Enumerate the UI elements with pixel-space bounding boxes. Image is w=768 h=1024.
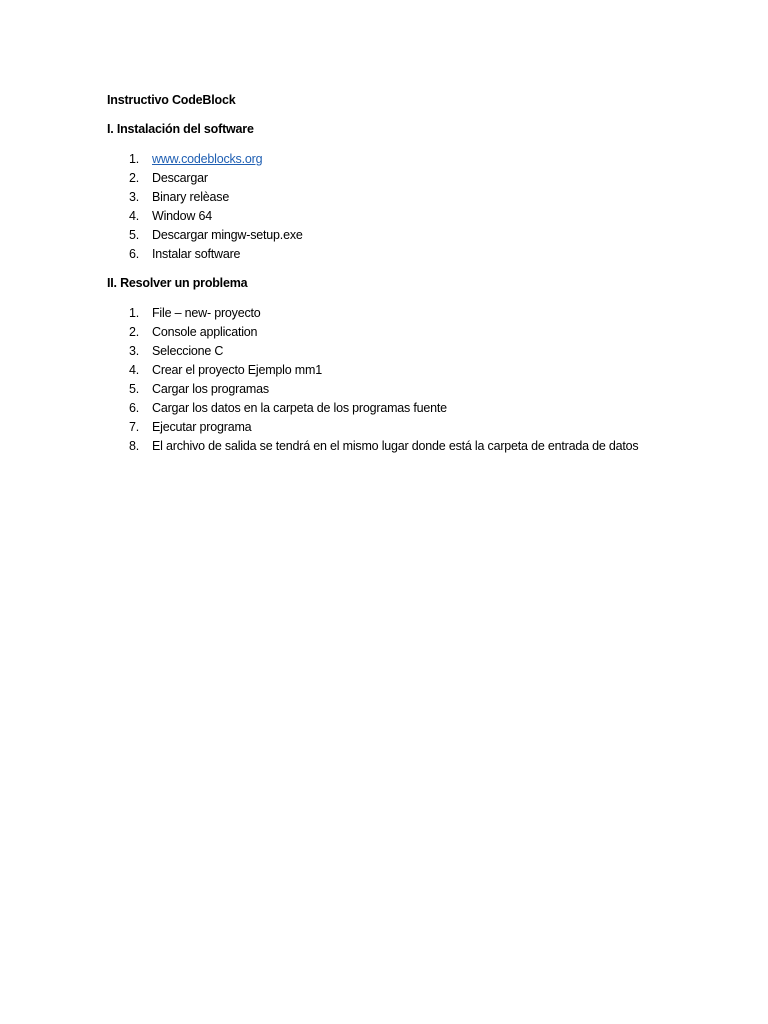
list-item	[107, 342, 727, 361]
list-item	[107, 437, 727, 456]
section-heading-installation: I. Instalación del software	[107, 122, 254, 136]
list-number: 3.	[129, 344, 140, 358]
problem-steps-list	[107, 304, 727, 456]
document-title: Instructivo CodeBlock	[107, 93, 236, 107]
list-item	[107, 150, 727, 169]
list-number: 6.	[129, 247, 140, 261]
list-item-text: Window 64	[152, 209, 213, 223]
list-number: 8.	[129, 439, 140, 453]
list-item-text: Cargar los programas	[152, 382, 269, 396]
list-item	[107, 207, 727, 226]
list-number: 2.	[129, 171, 140, 185]
list-item-text: Cargar los datos en la carpeta de los programas fuente	[152, 401, 447, 415]
list-item	[107, 418, 727, 437]
list-item-text: Console application	[152, 325, 258, 339]
list-number: 2.	[129, 325, 140, 339]
list-item	[107, 399, 727, 418]
list-number: 1.	[129, 152, 140, 166]
codeblocks-link[interactable]: www.codeblocks.org	[152, 152, 263, 166]
list-number: 4.	[129, 363, 140, 377]
list-item-text: Seleccione C	[152, 344, 224, 358]
list-item-text: Descargar mingw-setup.exe	[152, 228, 303, 242]
list-item-text: El archivo de salida se tendrá en el mismo lugar donde está la carpeta de entrada de datos	[152, 439, 639, 453]
installation-steps-list	[107, 150, 727, 264]
list-item-text: Binary relèase	[152, 190, 230, 204]
list-item	[107, 226, 727, 245]
list-item	[107, 304, 727, 323]
list-number: 4.	[129, 209, 140, 223]
list-number: 7.	[129, 420, 140, 434]
list-item-text: Instalar software	[152, 247, 241, 261]
list-item	[107, 361, 727, 380]
list-item-text: Crear el proyecto Ejemplo mm1	[152, 363, 322, 377]
list-number: 5.	[129, 228, 140, 242]
list-item-text: File – new- proyecto	[152, 306, 261, 320]
list-number: 3.	[129, 190, 140, 204]
list-item	[107, 323, 727, 342]
list-item	[107, 380, 727, 399]
section-heading-problem: II. Resolver un problema	[107, 276, 248, 290]
list-number: 6.	[129, 401, 140, 415]
document-page	[107, 92, 727, 456]
list-item	[107, 169, 727, 188]
list-item-text: Descargar	[152, 171, 208, 185]
list-item	[107, 188, 727, 207]
list-item	[107, 245, 727, 264]
list-item-text: Ejecutar programa	[152, 420, 252, 434]
list-number: 5.	[129, 382, 140, 396]
list-number: 1.	[129, 306, 140, 320]
